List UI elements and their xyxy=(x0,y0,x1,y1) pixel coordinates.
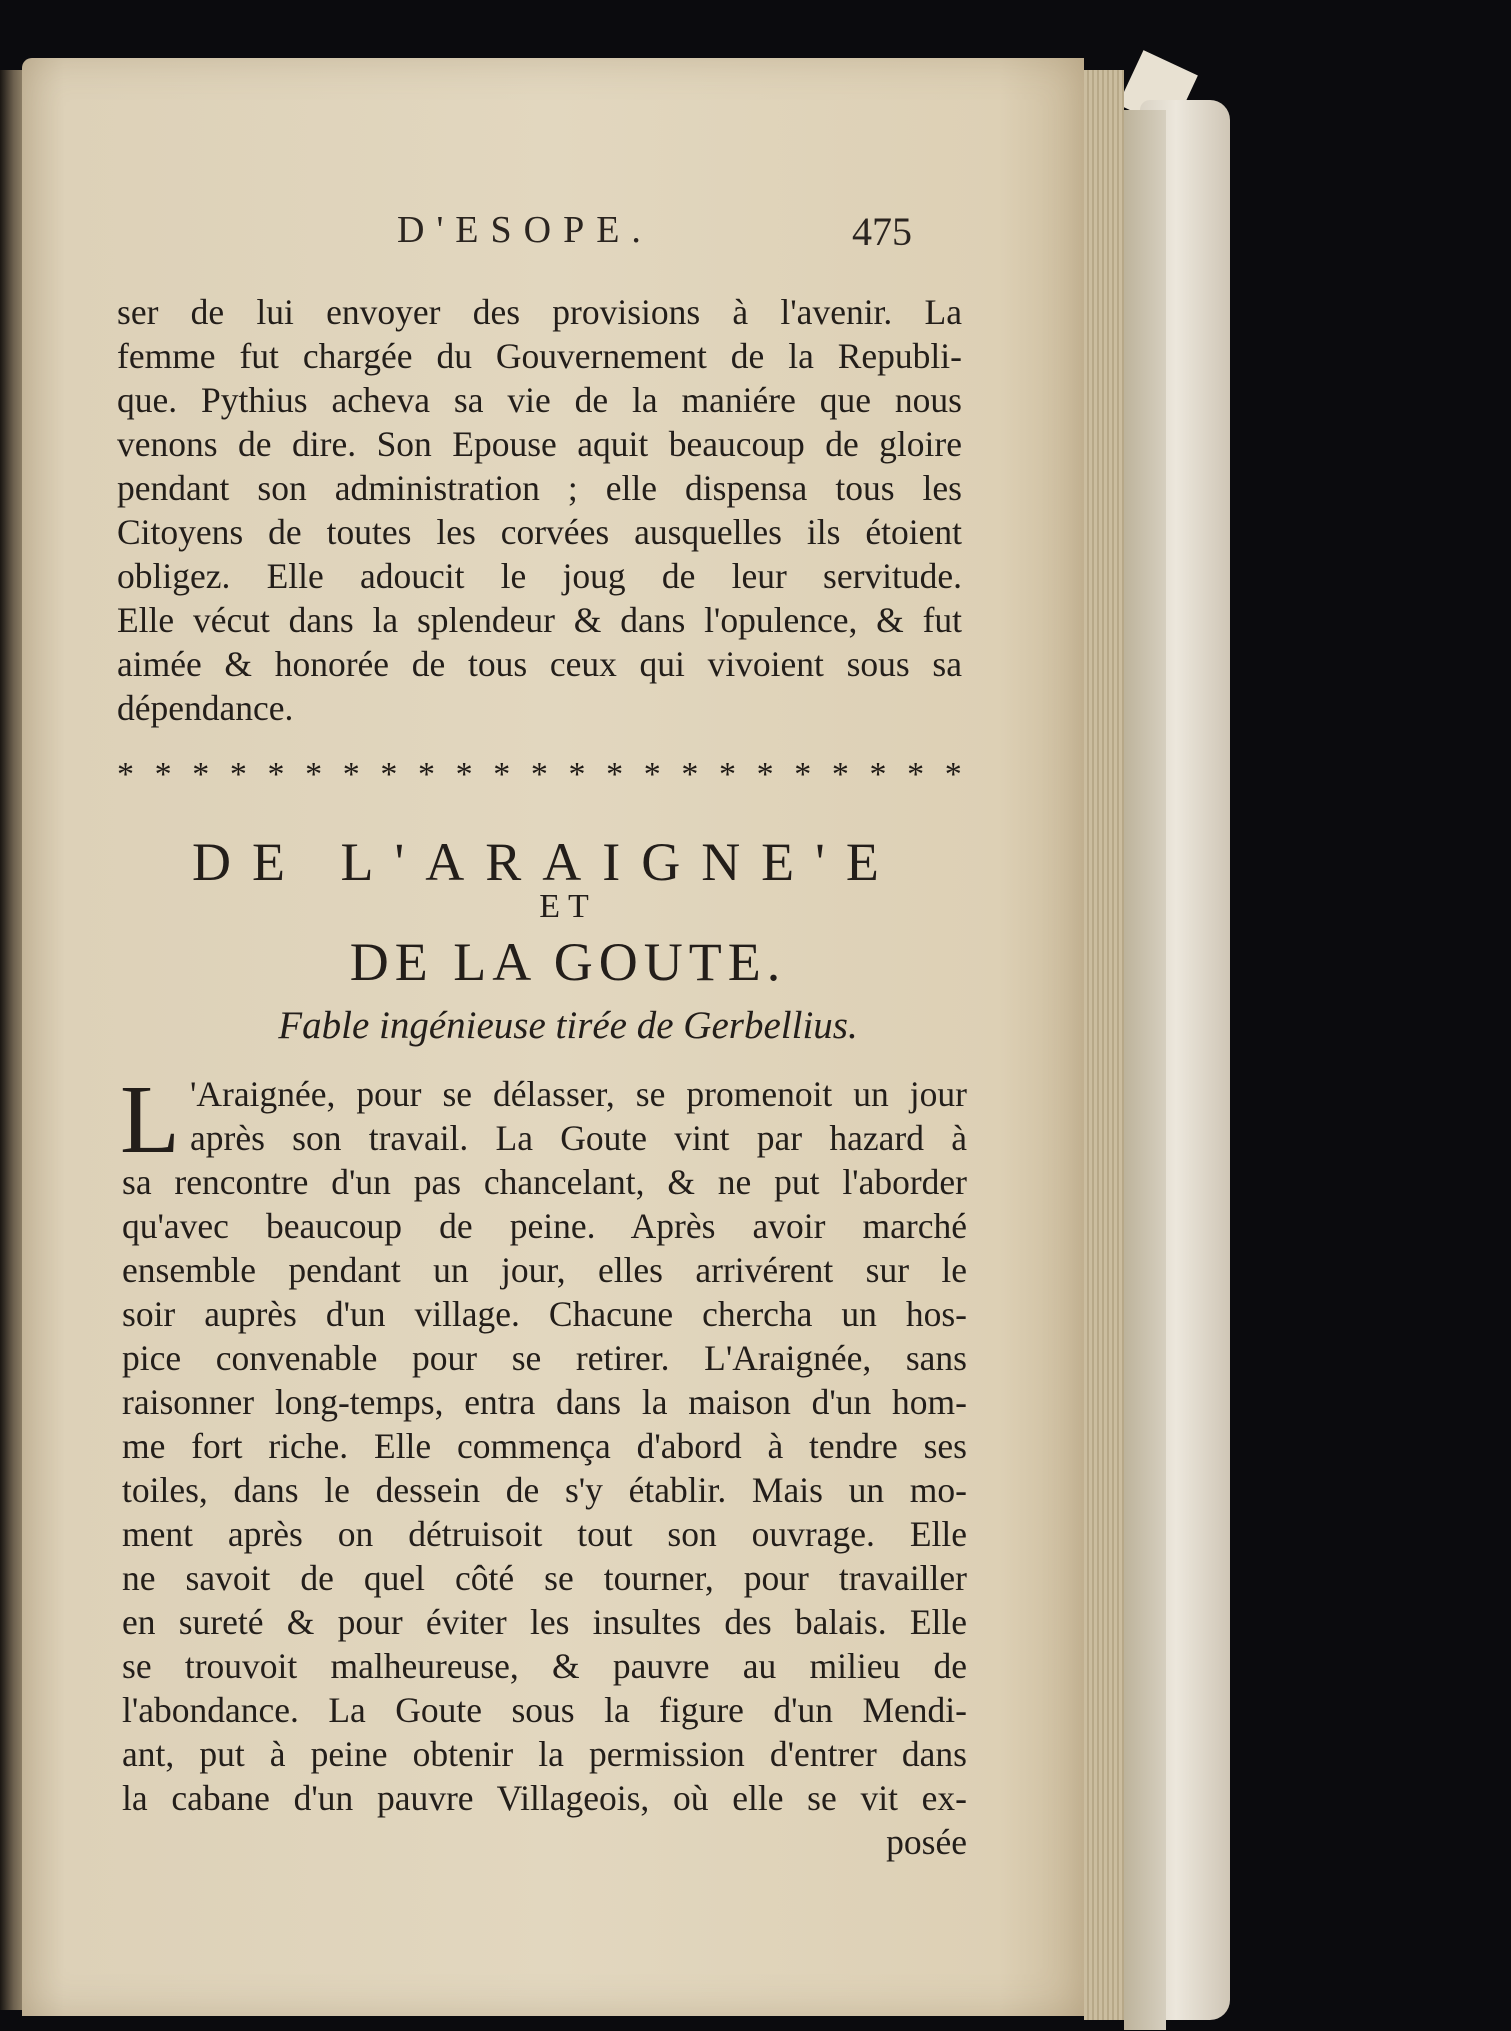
page-number: 475 xyxy=(852,209,912,254)
ornament-asterisk: * xyxy=(267,756,285,793)
book-page xyxy=(22,58,1084,2016)
text-line: raisonner long-temps, entra dans la maison d'un hom- xyxy=(122,1382,967,1422)
ornament-asterisk: * xyxy=(869,756,887,793)
ornament-asterisk: * xyxy=(229,756,247,793)
ornament-asterisk: * xyxy=(342,756,360,793)
text-line: que. Pythius acheva sa vie de la maniére que nous xyxy=(117,380,962,420)
text-line: venons de dire. Son Epouse aquit beaucoup de gloire xyxy=(117,424,962,464)
catchword: posée xyxy=(886,1822,967,1862)
text-line: la cabane d'un pauvre Villageois, où elle se vit ex- xyxy=(122,1778,967,1818)
fable-subtitle: Fable ingénieuse tirée de Gerbellius. xyxy=(278,1004,858,1047)
ornament-asterisk: * xyxy=(907,756,925,793)
ornament-asterisk: * xyxy=(794,756,812,793)
drop-cap: L xyxy=(120,1066,180,1174)
ornament-asterisk: * xyxy=(305,756,323,793)
binding-shadow xyxy=(1124,110,1166,2030)
asterisk-ornament-rule xyxy=(117,756,962,794)
text-line: sa rencontre d'un pas chancelant, & ne put l'aborder xyxy=(122,1162,967,1202)
text-line: soir auprès d'un village. Chacune chercha un hos- xyxy=(122,1294,967,1334)
text-line: ment après on détruisoit tout son ouvrage. Elle xyxy=(122,1514,967,1554)
ornament-asterisk: * xyxy=(606,756,624,793)
page-edges xyxy=(1084,70,1124,2020)
text-line: pendant son administration ; elle dispensa tous les xyxy=(117,468,962,508)
text-line: en sureté & pour éviter les insultes des balais. Elle xyxy=(122,1602,967,1642)
ornament-asterisk: * xyxy=(831,756,849,793)
text-line: l'abondance. La Goute sous la figure d'un Mendi- xyxy=(122,1690,967,1730)
text-line: femme fut chargée du Gouvernement de la Republi- xyxy=(117,336,962,376)
text-line: ant, put à peine obtenir la permission d'entrer dans xyxy=(122,1734,967,1774)
text-line: ne savoit de quel côté se tourner, pour travailler xyxy=(122,1558,967,1598)
ornament-asterisk: * xyxy=(568,756,586,793)
text-line: ensemble pendant un jour, elles arrivérent sur le xyxy=(122,1250,967,1290)
ornament-asterisk: * xyxy=(418,756,435,793)
ornament-asterisk: * xyxy=(681,756,699,793)
paragraph-continuation xyxy=(117,290,962,730)
ornament-asterisk: * xyxy=(380,756,398,793)
ornament-asterisk: * xyxy=(944,756,962,793)
ornament-asterisk: * xyxy=(154,756,172,793)
text-line: qu'avec beaucoup de peine. Après avoir marché xyxy=(122,1206,967,1246)
text-line: Citoyens de toutes les corvées ausquelles ils étoient xyxy=(117,512,962,552)
text-line: ser de lui envoyer des provisions à l'avenir. La xyxy=(117,292,962,332)
text-line: se trouvoit malheureuse, & pauvre au milieu de xyxy=(122,1646,967,1686)
text-line: toiles, dans le dessein de s'y établir. Mais un mo- xyxy=(122,1470,967,1510)
text-line: aimée & honorée de tous ceux qui vivoient sous sa xyxy=(117,644,962,684)
text-line: pice convenable pour se retirer. L'Araignée, sans xyxy=(122,1338,967,1378)
ornament-asterisk: * xyxy=(530,756,548,793)
ornament-asterisk: * xyxy=(117,756,134,793)
text-line: 'Araignée, pour se délasser, se promenoit un jour xyxy=(190,1074,967,1114)
fable-title-line2: DE LA GOUTE. xyxy=(349,932,787,992)
fable-paragraph xyxy=(120,1066,967,1864)
ornament-asterisk: * xyxy=(756,756,774,793)
text-line: après son travail. La Goute vint par hazard à xyxy=(190,1118,967,1158)
ornament-asterisk: * xyxy=(455,756,473,793)
ornament-asterisk: * xyxy=(192,756,210,793)
ornament-asterisk: * xyxy=(493,756,511,793)
text-line: dépendance. xyxy=(117,688,294,728)
running-head: D'ESOPE. xyxy=(397,209,653,251)
fable-title-conjunction: ET xyxy=(539,888,597,925)
text-line: me fort riche. Elle commença d'abord à tendre ses xyxy=(122,1426,967,1466)
ornament-asterisk: * xyxy=(643,756,661,793)
ornament-asterisk: * xyxy=(719,756,736,793)
fable-title-line1: DE L'ARAIGNE'E xyxy=(192,832,900,892)
text-line: obligez. Elle adoucit le joug de leur servitude. xyxy=(117,556,962,596)
text-line: Elle vécut dans la splendeur & dans l'opulence, & fut xyxy=(117,600,962,640)
